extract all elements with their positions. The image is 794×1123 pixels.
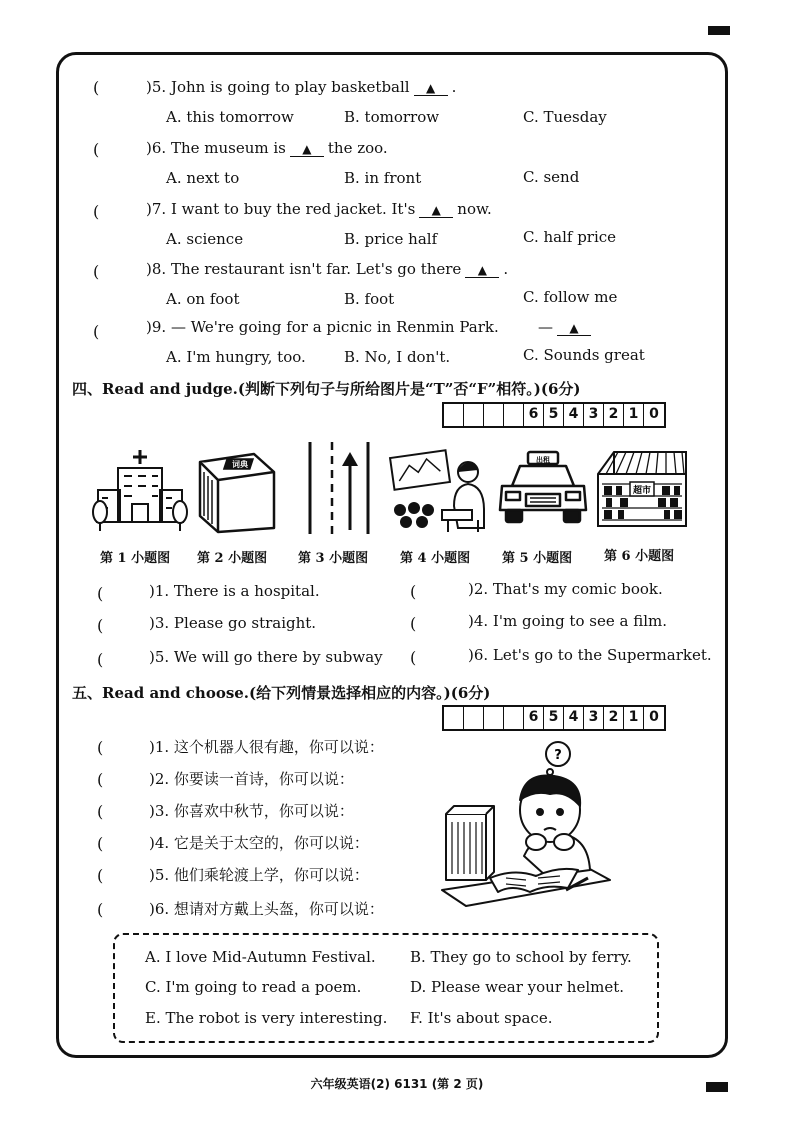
score-cell	[484, 707, 504, 729]
taxi-picture	[496, 448, 590, 528]
option-a: A. this tomorrow	[166, 108, 294, 126]
question-text: — We're going for a picnic in Renmin Park.	[170, 318, 499, 336]
score-cell	[444, 404, 464, 426]
choose-item-5: )5. 他们乘轮渡上学，你可以说：	[149, 866, 369, 884]
judge-item-2: )2. That's my comic book.	[468, 580, 663, 598]
score-cell: 0	[649, 709, 659, 725]
answer-paren[interactable]: (	[97, 900, 104, 919]
answer-paren[interactable]: (	[410, 582, 417, 601]
score-box	[442, 705, 666, 731]
option-c: C. send	[523, 168, 580, 186]
score-cell	[464, 707, 484, 729]
choice-c: C. I'm going to read a poem.	[145, 978, 362, 996]
score-cell	[504, 707, 524, 729]
question-number: )6.	[146, 139, 167, 157]
answer-paren[interactable]: (	[410, 614, 417, 633]
question-number: )5.	[146, 78, 167, 96]
option-a: A. I'm hungry, too.	[166, 348, 306, 366]
question-text: The restaurant isn't far. Let's go there	[170, 260, 462, 278]
option-c: C. follow me	[523, 288, 618, 306]
straight-road-picture	[300, 440, 380, 536]
score-cell: 6	[524, 404, 544, 426]
option-a: A. next to	[166, 169, 240, 187]
question-number: )9.	[146, 318, 167, 336]
option-b: B. price half	[344, 230, 438, 248]
picture-caption-6: 第 6 小题图	[604, 549, 675, 564]
choice-f: F. It's about space.	[410, 1009, 553, 1027]
picture-caption-3: 第 3 小题图	[298, 551, 369, 566]
picture-caption-4: 第 4 小题图	[400, 551, 471, 566]
question-5	[146, 78, 456, 96]
option-c: C. Sounds great	[523, 346, 645, 364]
picture-caption-5: 第 5 小题图	[502, 551, 573, 566]
option-a: A. science	[166, 230, 244, 248]
score-cell: 4	[564, 707, 584, 729]
score-cell	[484, 404, 504, 426]
judge-item-5: )5. We will go there by subway	[149, 648, 383, 666]
score-box	[442, 402, 666, 428]
choice-a: A. I love Mid-Autumn Festival.	[145, 948, 376, 966]
score-cell: 3	[584, 707, 604, 729]
page-footer: 六年级英语(2) 6131 (第 2 页)	[310, 1077, 484, 1091]
choice-d: D. Please wear your helmet.	[410, 978, 625, 996]
question-text-after: the zoo.	[327, 139, 388, 157]
answer-paren[interactable]: (	[97, 866, 104, 885]
answer-paren[interactable]: (	[93, 78, 100, 97]
answer-paren[interactable]: (	[97, 650, 104, 669]
question-text-after: .	[451, 78, 457, 96]
judge-item-4: )4. I'm going to see a film.	[468, 612, 667, 630]
answer-paren[interactable]: (	[410, 648, 417, 667]
section4-title: 四、Read and judge.(判断下列句子与所给图片是“T”否“F”相符。)(6分)	[72, 380, 581, 398]
picture-caption-1: 第 1 小题图	[100, 551, 171, 566]
score-cell: 4	[564, 404, 584, 426]
answer-paren[interactable]: (	[97, 802, 104, 821]
blank: ▲	[465, 263, 499, 278]
score-cell: 3	[584, 404, 604, 426]
option-b: B. No, I don't.	[344, 348, 451, 366]
score-cell: 6	[524, 707, 544, 729]
reply-dash: —	[538, 318, 553, 336]
corner-mark-top-right	[708, 26, 730, 35]
option-b: B. foot	[344, 290, 395, 308]
question-number: )7.	[146, 200, 167, 218]
score-cell	[464, 404, 484, 426]
score-cell: 2	[604, 707, 624, 729]
blank: ▲	[290, 142, 324, 157]
cinema-picture	[388, 448, 488, 534]
score-cell: 0	[649, 406, 659, 422]
choose-item-1: )1. 这个机器人很有趣，你可以说：	[149, 738, 384, 756]
judge-item-1: )1. There is a hospital.	[149, 582, 320, 600]
score-cell: 1	[624, 707, 644, 729]
score-cell: 1	[624, 404, 644, 426]
question-6	[146, 139, 388, 157]
question-text: I want to buy the red jacket. It's	[170, 200, 416, 218]
question-text: The museum is	[170, 139, 286, 157]
option-b: B. tomorrow	[344, 108, 440, 126]
picture-caption-2: 第 2 小题图	[197, 551, 268, 566]
answer-paren[interactable]: (	[93, 262, 100, 281]
question-text-after: now.	[457, 200, 492, 218]
blank: ▲	[419, 203, 453, 218]
option-c: C. half price	[523, 228, 617, 246]
taxi-label: 出租	[536, 456, 550, 464]
score-cell	[444, 707, 464, 729]
answer-paren[interactable]: (	[93, 202, 100, 221]
supermarket-picture	[594, 446, 690, 532]
option-a: A. on foot	[166, 290, 240, 308]
market-label: 超市	[632, 486, 652, 496]
answer-paren[interactable]: (	[97, 738, 104, 757]
score-cell	[504, 404, 524, 426]
answer-paren[interactable]: (	[93, 322, 100, 341]
answer-paren[interactable]: (	[97, 770, 104, 789]
choose-item-4: )4. 它是关于太空的，你可以说：	[149, 834, 369, 852]
choose-item-6: )6. 想请对方戴上头盔，你可以说：	[149, 900, 384, 918]
answer-paren[interactable]: (	[97, 616, 104, 635]
question-8	[146, 260, 508, 278]
judge-item-3: )3. Please go straight.	[149, 614, 317, 632]
question-9	[146, 318, 499, 336]
choose-item-2: )2. 你要读一首诗，你可以说：	[149, 770, 354, 788]
question-text-after: .	[503, 260, 509, 278]
blank: ▲	[557, 321, 591, 336]
question-7	[146, 200, 492, 218]
dictionary-picture	[196, 450, 280, 534]
reply-blank	[538, 318, 595, 336]
answer-paren[interactable]: (	[93, 140, 100, 159]
choose-item-3: )3. 你喜欢中秋节，你可以说：	[149, 802, 354, 820]
answer-paren[interactable]: (	[97, 834, 104, 853]
book-label: 词典	[232, 460, 248, 469]
thinking-boy-picture	[438, 738, 614, 916]
question-number: )8.	[146, 260, 167, 278]
judge-item-6: )6. Let's go to the Supermarket.	[468, 646, 712, 664]
question-mark: ?	[554, 748, 562, 763]
score-cell: 5	[544, 707, 564, 729]
answer-paren[interactable]: (	[97, 584, 104, 603]
hospital-picture	[92, 446, 188, 532]
section5-title: 五、Read and choose.(给下列情景选择相应的内容。)(6分)	[72, 684, 491, 702]
score-cell: 2	[604, 404, 624, 426]
option-b: B. in front	[344, 169, 422, 187]
choice-b: B. They go to school by ferry.	[410, 948, 632, 966]
option-c: C. Tuesday	[523, 108, 607, 126]
blank: ▲	[414, 81, 448, 96]
question-text: John is going to play basketball	[170, 78, 410, 96]
choice-e: E. The robot is very interesting.	[145, 1009, 388, 1027]
score-cell: 5	[544, 404, 564, 426]
